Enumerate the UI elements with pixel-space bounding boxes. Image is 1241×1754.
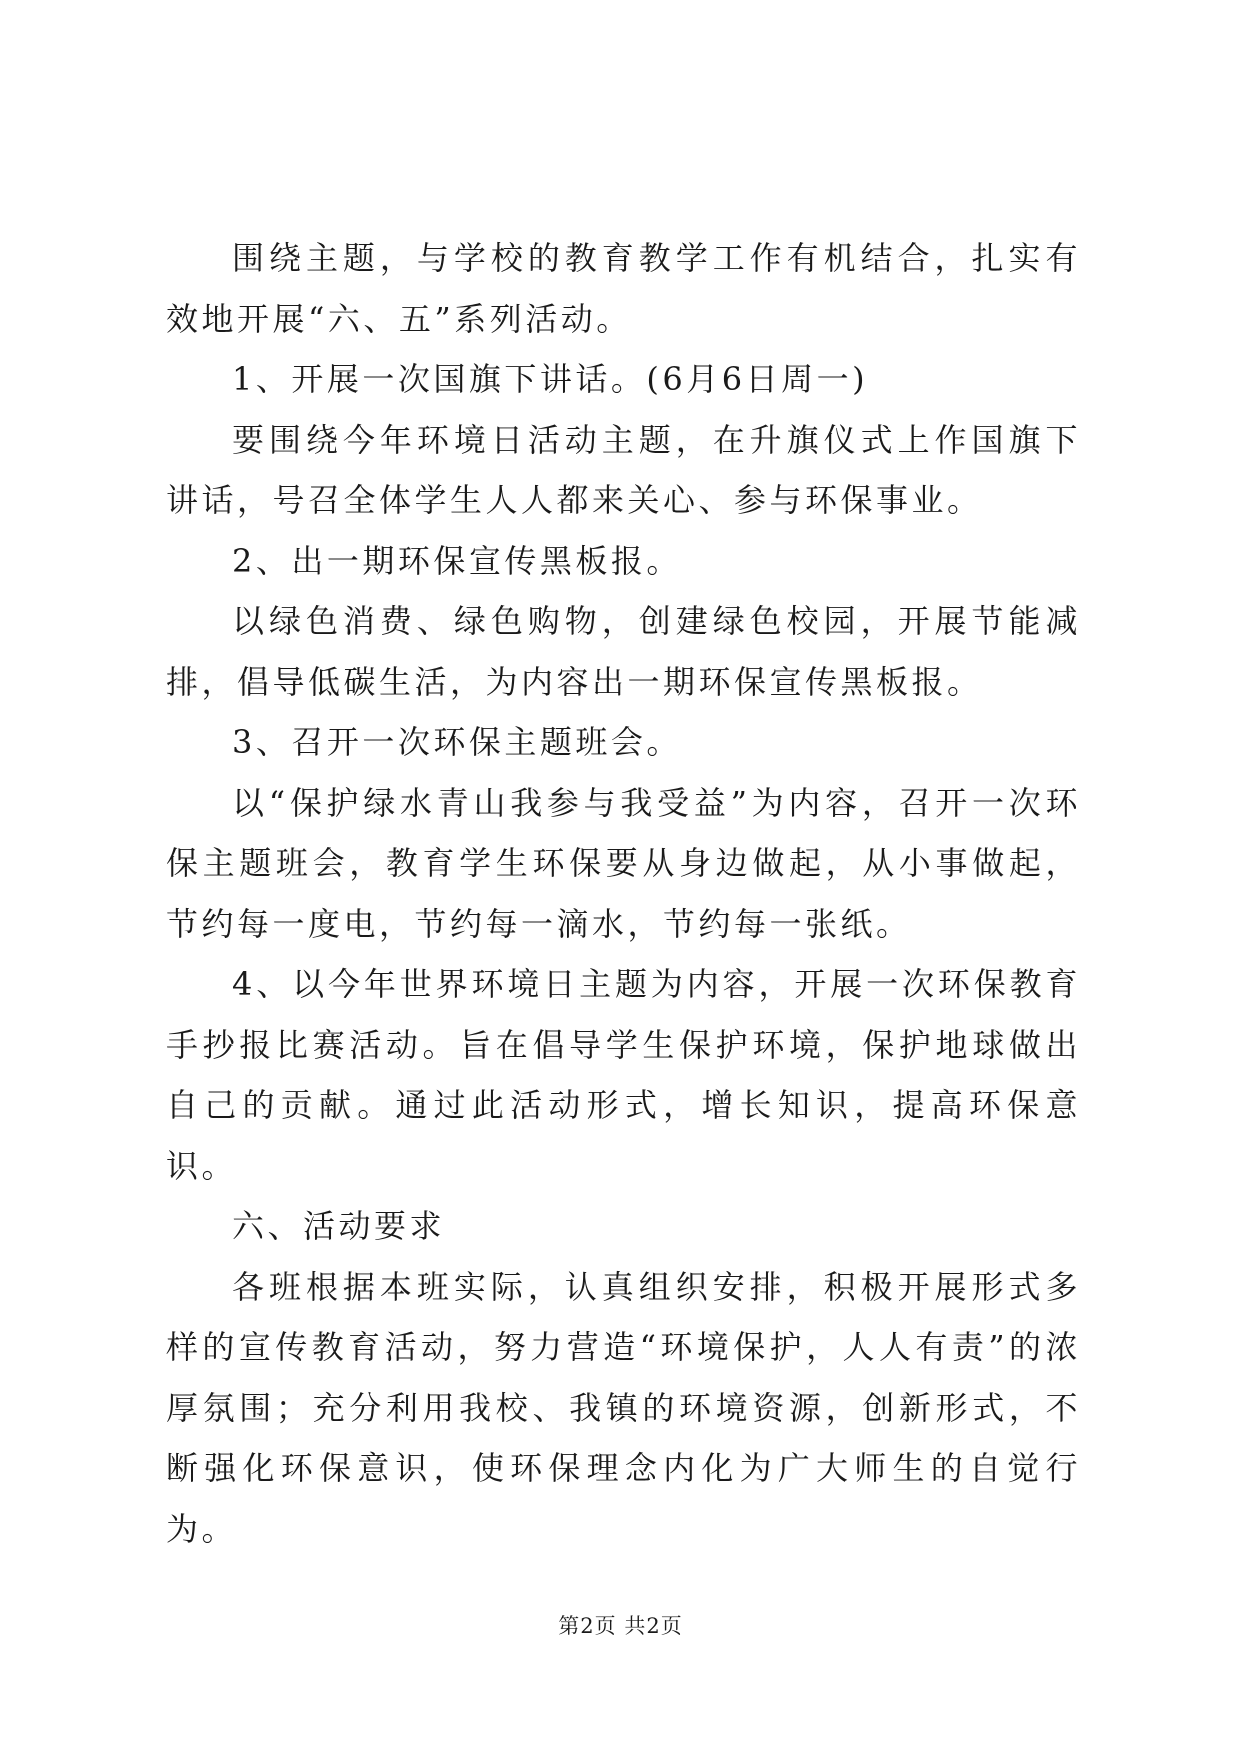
requirements-body: 各班根据本班实际，认真组织安排，积极开展形式多样的宣传教育活动，努力营造“环境保护，人人有责”的浓厚氛围；充分利用我校、我镇的环境资源，创新形式，不断强化环保意识，使环保理念内化为广大师生的自觉行为。 — [166, 1267, 1081, 1548]
item-1-heading: 1、开展一次国旗下讲话。(6月6日周一) — [232, 360, 869, 398]
document-body — [166, 228, 1081, 1559]
item-2-body: 以绿色消费、绿色购物，创建绿色校园，开展节能减排，倡导低碳生活，为内容出一期环保宣传黑板报。 — [166, 602, 1081, 701]
page-number-footer: 第2页 共2页 — [558, 1614, 683, 1638]
item-3-body: 以“保护绿水青山我参与我受益”为内容，召开一次环保主题班会，教育学生环保要从身边做起，从小事做起，节约每一度电，节约每一滴水，节约每一张纸。 — [166, 783, 1081, 943]
section-heading-requirements: 六、活动要求 — [232, 1207, 446, 1245]
paragraph-activity-intro: 围绕主题，与学校的教育教学工作有机结合，扎实有效地开展“六、五”系列活动。 — [166, 239, 1081, 338]
item-4-body: 4、以今年世界环境日主题为内容，开展一次环保教育手抄报比赛活动。旨在倡导学生保护环境，保护地球做出自己的贡献。通过此活动形式，增长知识，提高环保意识。 — [166, 965, 1081, 1185]
item-3-heading: 3、召开一次环保主题班会。 — [232, 723, 682, 761]
item-2-heading: 2、出一期环保宣传黑板报。 — [232, 541, 682, 580]
item-1-body: 要围绕今年环境日活动主题，在升旗仪式上作国旗下讲话，号召全体学生人人都来关心、参与环保事业。 — [166, 420, 1081, 519]
